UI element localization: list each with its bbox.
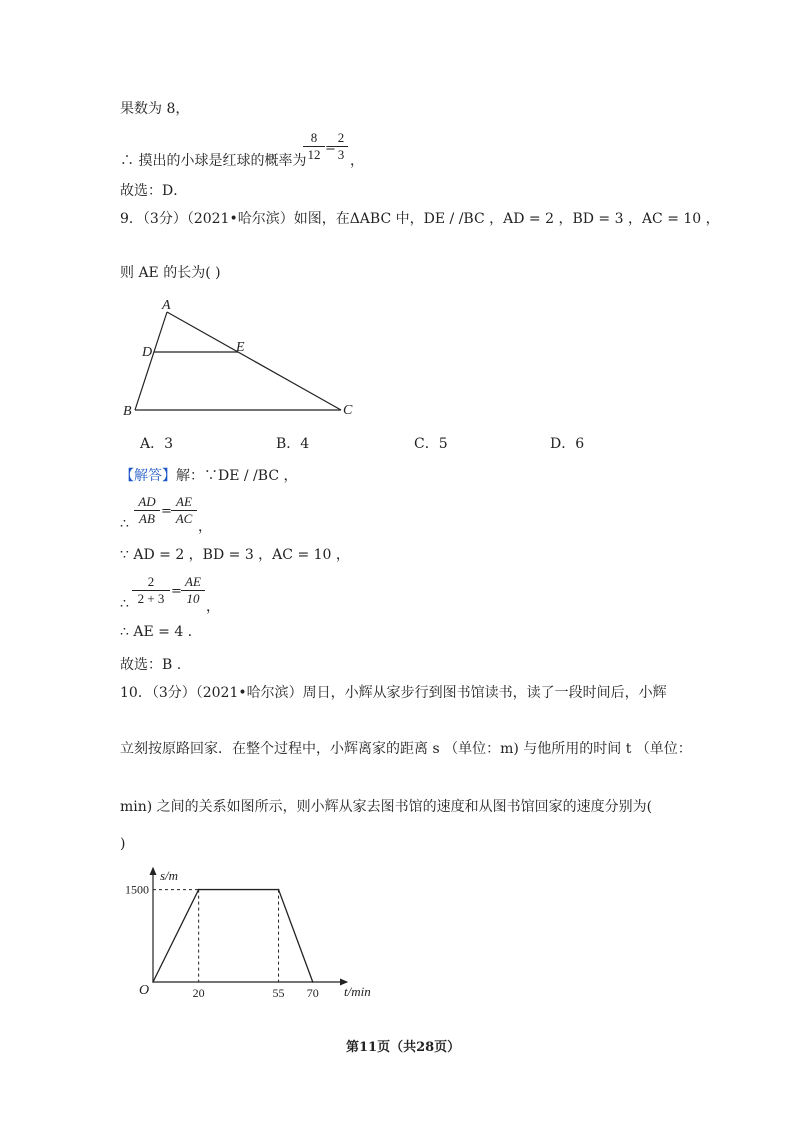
equals-sign: =	[325, 141, 336, 156]
data-point	[152, 981, 154, 983]
series-line	[153, 890, 313, 982]
fraction-denominator: 10	[186, 591, 200, 606]
solution-tag: 【解答】	[120, 468, 176, 484]
text-line-2-suffix: ，	[350, 153, 364, 169]
solution-text: 解：∵DE / /BC ，	[176, 468, 298, 484]
label-a: A	[162, 298, 171, 313]
fraction-2-3	[334, 130, 348, 163]
solution-line-2-suffix: ，	[198, 519, 212, 535]
x-tick-label: 20	[192, 986, 205, 1000]
option-b: B．4	[276, 436, 310, 452]
equals-sign: =	[171, 584, 182, 599]
fraction-ae-10	[181, 574, 205, 607]
fraction-denominator: 12	[307, 147, 321, 162]
fraction-numerator: AE	[181, 574, 205, 591]
triangle-figure	[115, 295, 365, 425]
x-tick-label: 55	[272, 986, 285, 1000]
solution-line-5: ∴ AE = 4 .	[120, 624, 193, 640]
solution-line-2-prefix: ∴	[120, 516, 129, 532]
q10-line-1: 10．（3分）（2021•哈尔滨）周日，小辉从家步行到图书馆读书，读了一段时间后，小辉	[120, 685, 667, 701]
fraction-numerator: 2	[334, 130, 348, 147]
fraction-8-12	[303, 130, 325, 163]
option-c: C．5	[414, 436, 448, 452]
text-line-1: 果数为 8，	[120, 101, 190, 117]
fraction-ae-ac	[171, 494, 197, 527]
data-point	[312, 981, 314, 983]
fraction-numerator: AE	[171, 494, 197, 511]
option-a: A．3	[140, 436, 174, 452]
q10-line-2: 立刻按原路回家．在整个过程中，小辉离家的距离 s （单位：m) 与他所用的时间 t （单位：	[120, 741, 692, 757]
distance-time-chart	[115, 860, 395, 1005]
label-e: E	[236, 340, 245, 355]
x-axis-label: t/min	[344, 984, 371, 999]
fraction-denominator: 3	[337, 147, 345, 162]
fraction-denominator: AC	[175, 511, 193, 526]
text-line-3: 故选：D．	[120, 183, 188, 199]
solution-line-6: 故选：B .	[120, 657, 182, 673]
y-axis-label: s/m	[160, 868, 179, 883]
origin-label: O	[139, 983, 150, 998]
fraction-numerator: 2	[132, 574, 170, 591]
x-tick-label: 70	[306, 986, 319, 1000]
text-line-2-prefix: ∴ 摸出的小球是红球的概率为	[120, 153, 307, 169]
solution-line-4-prefix: ∴	[120, 596, 129, 612]
fraction-denominator: 2 + 3	[137, 591, 165, 606]
y-tick-label: 1500	[125, 882, 149, 897]
q10-line-4: )	[120, 836, 126, 852]
fraction-numerator: AD	[134, 494, 160, 511]
label-b: B	[123, 404, 132, 419]
solution-line-4-suffix: ，	[206, 599, 220, 615]
solution-line-1	[120, 465, 298, 485]
label-c: C	[343, 403, 353, 418]
label-d: D	[142, 345, 153, 360]
solution-line-3: ∵ AD = 2 ，BD = 3 ，AC = 10 ，	[120, 547, 350, 563]
q9-stem-line-2: 则 AE 的长为( )	[120, 265, 221, 281]
fraction-ad-ab	[134, 494, 160, 527]
q9-stem-line-1: 9．（3分）（2021•哈尔滨）如图，在ΔABC 中，DE / /BC ，AD = 2 ，BD = 3 ，AC = 10 ，	[120, 211, 720, 227]
fraction-numerator: 8	[303, 130, 325, 147]
fraction-2-over-2-plus-3	[132, 574, 170, 607]
page-footer: 第11页（共28页）	[346, 1040, 461, 1055]
fraction-denominator: AB	[139, 511, 155, 526]
q10-line-3: min) 之间的关系如图所示，则小辉从家去图书馆的速度和从图书馆回家的速度分别为(	[120, 799, 653, 815]
equals-sign: =	[161, 504, 172, 519]
option-d: D．6	[550, 436, 585, 452]
